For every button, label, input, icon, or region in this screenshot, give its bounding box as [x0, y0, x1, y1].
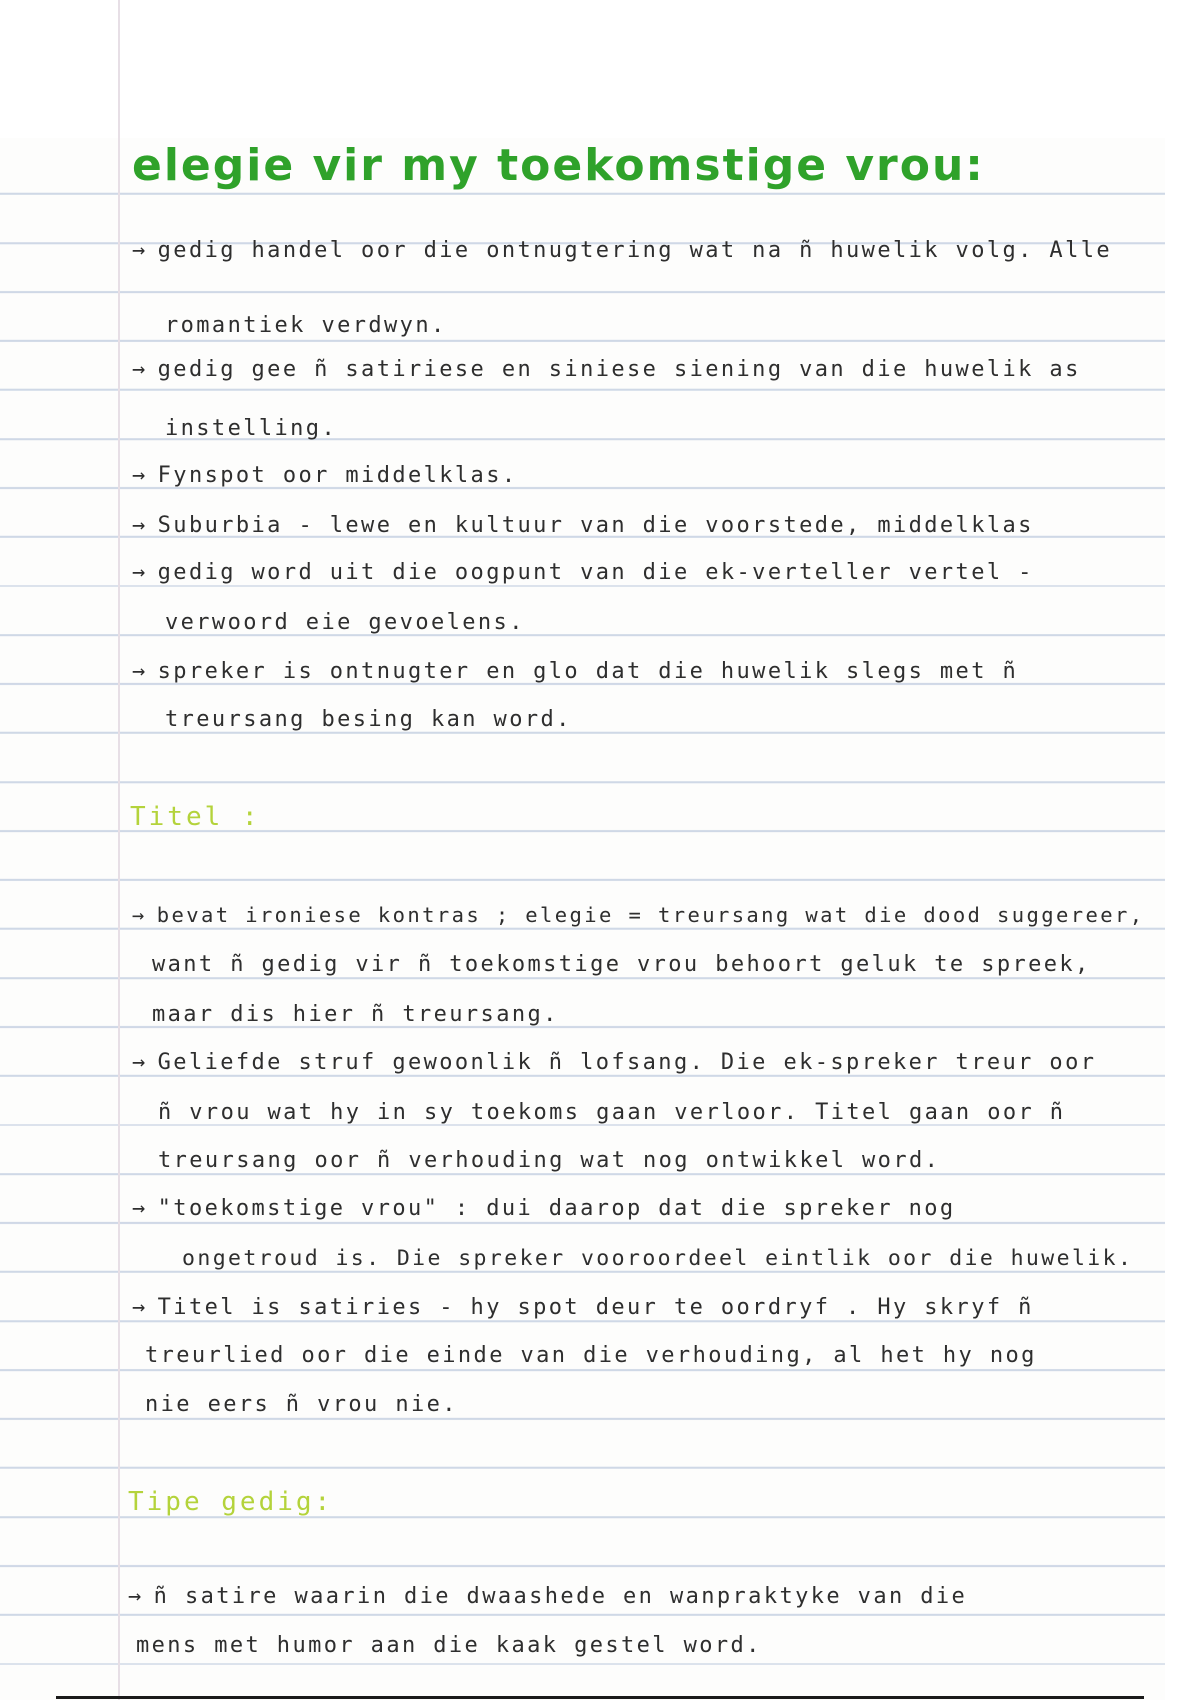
- note-line: [132, 1196, 956, 1221]
- note-line: [152, 952, 1091, 977]
- note-text: ongetroud is. Die spreker vooroordeel eintlik oor die huwelik.: [182, 1246, 1134, 1271]
- note-line: [132, 238, 1112, 263]
- section-heading-tipe-gedig: Tipe gedig:: [128, 1487, 334, 1517]
- arrow-icon: →: [132, 1050, 148, 1075]
- note-line: [145, 1343, 1037, 1368]
- note-line: [132, 903, 1144, 927]
- margin-line: [118, 0, 120, 1700]
- arrow-icon: →: [132, 513, 148, 538]
- note-line: [152, 1002, 559, 1027]
- note-line: [165, 707, 572, 732]
- note-text: spreker is ontnugter en glo dat die huwelik slegs met ñ: [157, 659, 1019, 684]
- note-text: gedig handel oor die ontnugtering wat na ñ huwelik volg. Alle: [157, 238, 1113, 263]
- note-line: [182, 1246, 1133, 1271]
- note-line: [132, 357, 1081, 382]
- note-text: mens met humor aan die kaak gestel word.: [136, 1633, 762, 1658]
- note-line: [145, 1392, 458, 1417]
- bottom-rule: [56, 1696, 1144, 1699]
- section-heading-titel: Titel :: [130, 802, 261, 832]
- note-line: [165, 313, 447, 338]
- arrow-icon: →: [132, 238, 148, 263]
- note-text: gedig word uit die oogpunt van die ek-verteller vertel -: [157, 560, 1034, 585]
- note-text: gedig gee ñ satiriese en siniese siening van die huwelik as: [157, 357, 1081, 382]
- note-line: [132, 1050, 1096, 1075]
- arrow-icon: →: [132, 357, 148, 382]
- note-line: [165, 610, 525, 635]
- arrow-icon: →: [132, 903, 147, 927]
- note-line: [136, 1633, 762, 1658]
- note-text: Titel is satiries - hy spot deur te oordryf . Hy skryf ñ: [157, 1295, 1034, 1320]
- note-line: [132, 463, 518, 488]
- note-line: [132, 1295, 1034, 1320]
- arrow-icon: →: [132, 659, 148, 684]
- note-line: [158, 1148, 940, 1173]
- note-line: [132, 513, 1034, 538]
- arrow-icon: →: [132, 560, 148, 585]
- note-line: [132, 560, 1034, 585]
- arrow-icon: →: [132, 1295, 148, 1320]
- note-text: maar dis hier ñ treursang.: [152, 1002, 559, 1027]
- page-title: elegie vir my toekomstige vrou:: [132, 140, 985, 191]
- note-text: verwoord eie gevoelens.: [165, 610, 525, 635]
- note-text: nie eers ñ vrou nie.: [145, 1392, 458, 1417]
- note-line: [132, 659, 1018, 684]
- note-line: [158, 1100, 1065, 1125]
- arrow-icon: →: [132, 463, 148, 488]
- note-text: romantiek verdwyn.: [165, 313, 447, 338]
- note-text: Fynspot oor middelklas.: [157, 463, 518, 488]
- note-text: treurlied oor die einde van die verhouding, al het hy nog: [145, 1343, 1037, 1368]
- note-line: [165, 416, 337, 441]
- note-line: [128, 1584, 967, 1609]
- note-text: Geliefde struf gewoonlik ñ lofsang. Die ek-spreker treur oor: [157, 1050, 1097, 1075]
- note-text: ñ vrou wat hy in sy toekoms gaan verloor. Titel gaan oor ñ: [158, 1100, 1066, 1125]
- arrow-icon: →: [128, 1584, 144, 1609]
- note-text: want ñ gedig vir ñ toekomstige vrou behoort geluk te spreek,: [152, 952, 1091, 977]
- page-right-edge: [1165, 0, 1200, 1700]
- note-text: treursang besing kan word.: [165, 707, 572, 732]
- page-top-margin: [0, 0, 1165, 138]
- note-text: treursang oor ñ verhouding wat nog ontwikkel word.: [158, 1148, 941, 1173]
- arrow-icon: →: [132, 1196, 148, 1221]
- note-text: instelling.: [165, 416, 338, 441]
- note-text: "toekomstige vrou" : dui daarop dat die spreker nog: [157, 1196, 956, 1221]
- note-text: Suburbia - lewe en kultuur van die voorstede, middelklas: [157, 513, 1034, 538]
- note-text: bevat ironiese kontras ; elegie = treursang wat die dood suggereer,: [156, 903, 1145, 927]
- note-text: ñ satire waarin die dwaashede en wanpraktyke van die: [153, 1584, 968, 1609]
